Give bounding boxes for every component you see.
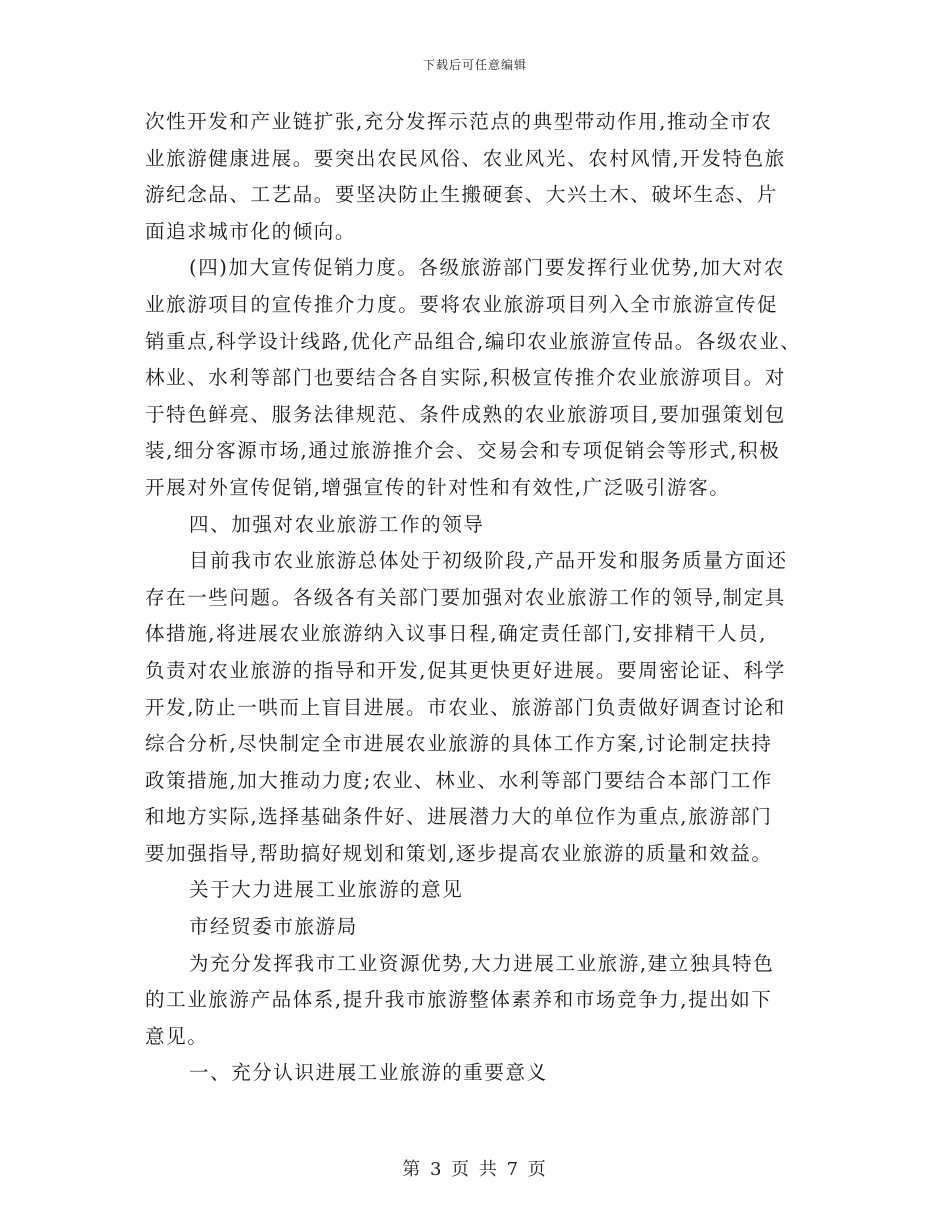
page-number: 第 3 页 共 7 页: [402, 1159, 548, 1180]
paragraph-start-line: (四)加大宣传促销力度。各级旅游部门要发挥行业优势,加大对农: [189, 256, 785, 280]
text-line: 销重点,科学设计线路,优化产品组合,编印农业旅游宣传品。各级农业、: [145, 329, 802, 353]
text-line: 负责对农业旅游的指导和开发,促其更快更好进展。要周密论证、科学: [145, 658, 786, 682]
text-line: 要加强指导,帮助搞好规划和策划,逐步提高农业旅游的质量和效益。: [145, 841, 773, 865]
text-line: 游纪念品、工艺品。要坚决防止生搬硬套、大兴土木、破坏生态、片: [145, 183, 779, 207]
text-line: 意见。: [145, 1024, 209, 1048]
text-line: 存在一些问题。各级各有关部门要加强对农业旅游工作的领导,制定具: [145, 585, 786, 609]
text-line: 面追求城市化的倾向。: [145, 219, 357, 243]
text-line: 综合分析,尽快制定全市进展农业旅游的具体工作方案,讨论制定扶持: [145, 732, 773, 756]
text-line: 开展对外宣传促销,增强宣传的针对性和有效性,广泛吸引游客。: [145, 475, 731, 499]
paragraph-start-line: 为充分发挥我市工业资源优势,大力进展工业旅游,建立独具特色: [189, 951, 775, 975]
text-line: 于特色鲜亮、服务法律规范、条件成熟的农业旅游项目,要加强策划包: [145, 402, 786, 426]
text-line: 林业、水利等部门也要结合各自实际,积极宣传推介农业旅游项目。对: [145, 366, 786, 390]
paragraph-start-line: 目前我市农业旅游总体处于初级阶段,产品开发和服务质量方面还: [189, 549, 788, 573]
text-line: 体措施,将进展农业旅游纳入议事日程,确定责任部门,安排精干人员,: [145, 622, 767, 646]
text-line: 的工业旅游产品体系,提升我市旅游整体素养和市场竞争力,提出如下: [145, 988, 773, 1012]
text-line: 次性开发和产业链扩张,充分发挥示范点的典型带动作用,推动全市农: [145, 110, 773, 133]
section-heading: 一、充分认识进展工业旅游的重要意义: [189, 1061, 548, 1085]
document-body: [145, 104, 810, 1092]
section-heading: 四、加强对农业旅游工作的领导: [189, 512, 485, 536]
text-line: 和地方实际,选择基础条件好、进展潜力大的单位作为重点,旅游部门: [145, 805, 773, 829]
document-title: 关于大力进展工业旅游的意见: [189, 878, 464, 902]
text-line: 开发,防止一哄而上盲目进展。市农业、旅游部门负责做好调查讨论和: [145, 695, 786, 719]
text-line: 业旅游项目的宣传推介力度。要将农业旅游项目列入全市旅游宣传促: [145, 292, 779, 316]
text-line: 政策措施,加大推动力度;农业、林业、水利等部门要结合本部门工作: [145, 768, 773, 792]
page-header-note: 下载后可任意编辑: [422, 58, 527, 72]
text-line: 装,细分客源市场,通过旅游推介会、交易会和专项促销会等形式,积极: [145, 439, 781, 463]
text-line: 业旅游健康进展。要突出农民风俗、农业风光、农村风情,开发特色旅: [145, 146, 786, 170]
issuing-authority: 市经贸委市旅游局: [189, 915, 358, 939]
